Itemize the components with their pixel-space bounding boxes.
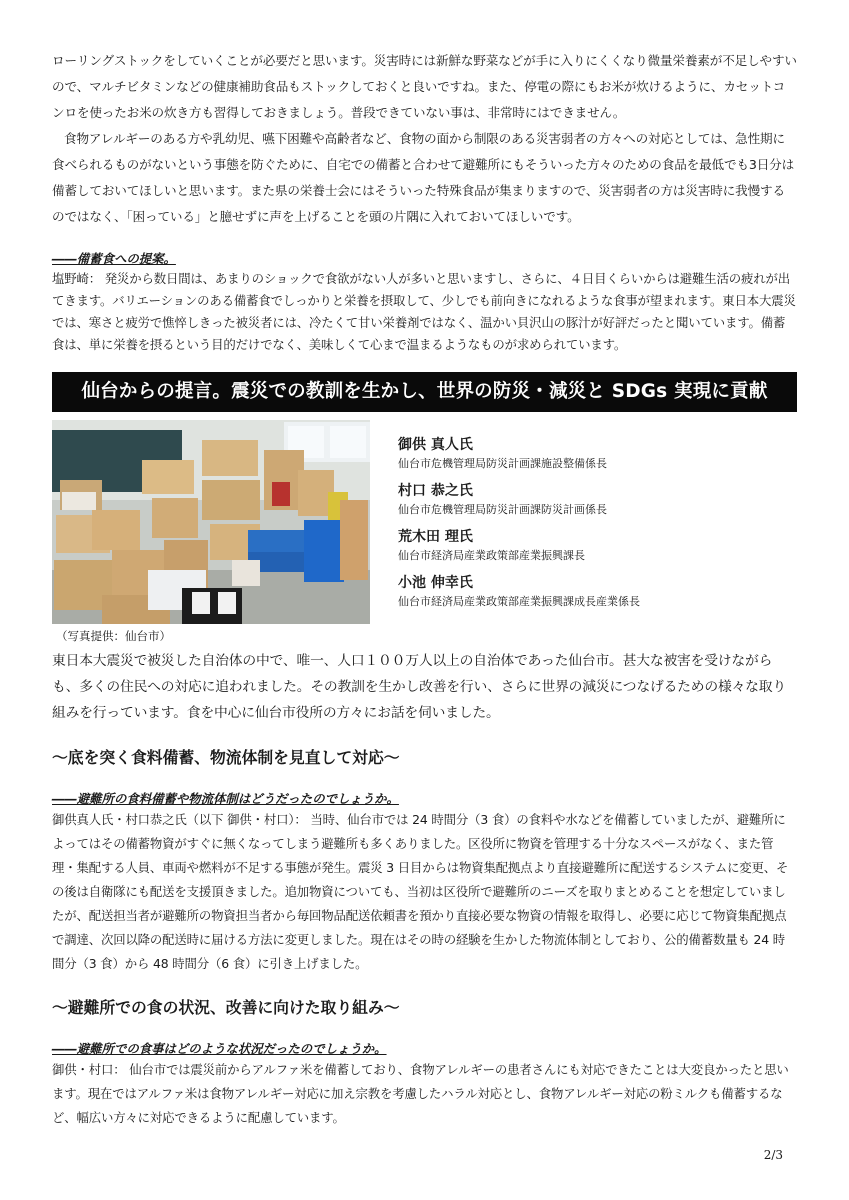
person-role: 仙台市経済局産業政策部産業振興課成長産業係長 <box>398 595 640 608</box>
section-banner: 仙台からの提言。震災での教訓を生かし、世界の防災・減災と SDGs 実現に貢献 <box>52 372 797 412</box>
person-name: 御供 真人氏 <box>398 437 473 453</box>
page-content <box>52 48 797 1130</box>
section-heading-shelter-food: ～避難所での食の状況、改善に向けた取り組み～ <box>52 998 400 1017</box>
page-number: 2/3 <box>763 1148 783 1162</box>
paragraph-vulnerable-people: 食物アレルギーのある方や乳幼児、嚥下困難や高齢者など、食物の面から制限のある災害弱者の方々への対応としては、急性期に食べられるものがないという事態を防ぐために、自宅での備蓄と合わせて避難所にもそういった方々のための食品を最低でも3日分は備蓄しておいてほしいと思います。また県の栄養士会にはそういった特殊食品が集まりますので、災害弱者の方は災害時に我慢するのではなく、「困っている」と臆せずに声を上げることを頭の片隅に入れておいてほしいです。 <box>52 131 795 224</box>
warehouse-photo <box>52 420 370 624</box>
answer-shelter-stockpile: 御供真人氏・村口恭之氏（以下 御供・村口）： 当時、仙台市では 24 時間分（3 食）の食料や水などを備蓄していましたが、避難所によってはその備蓄物資がすぐに無くなってしまう避難所も多くありました。区役所に物資を管理する十分なスペースがなく、また管理・集配する人員、車両や燃料が不足する事態が発生。震災 3 日目からは物資集配拠点より直接避難所に配送するシステムに変更、その後は自衛隊にも配送を支援頂きました。追加物資についても、当初は区役所で避難所のニーズを取りまとめることを想定していましたが、配送担当者が避難所の物資担当者から毎回物品配送依頼書を預かり直接必要な物資の情報を取得し、必要に応じて物資集配拠点で調達、次回以降の配送時に届ける方法に変更しました。現在はその時の経験を生かした物流体制としており、公的備蓄数量も 24 時間分（3 食）から 48 時間分（6 食）に引き上げました。 <box>52 812 789 971</box>
section-heading-stockpile: ～底を突く食料備蓄、物流体制を見直して対応～ <box>52 748 400 767</box>
photo-caption: （写真提供：仙台市） <box>56 629 171 643</box>
person-role: 仙台市経済局産業政策部産業振興課長 <box>398 549 585 562</box>
person-name: 村口 恭之氏 <box>398 483 473 499</box>
person-role: 仙台市危機管理局防災計画課防災計画係長 <box>398 503 607 516</box>
person-name: 小池 伸幸氏 <box>398 575 473 591</box>
answer-stockpile-proposal: 塩野崎： 発災から数日間は、あまりのショックで食欲がない人が多いと思いますし、さらに、４日目くらいからは避難生活の疲れが出てきます。バリエーションのある備蓄食でしっかりと栄養を摂取して、少しでも前向きになれるような食事が望まれます。東日本大震災では、寒さと疲労で憔悴しきった被災者には、冷たくて甘い栄養剤ではなく、温かい貝沢山の豚汁が好評だったと聞いています。備蓄食は、単に栄養を摂るという目的だけでなく、美味しくて心まで温まるようなものが求められています。 <box>52 271 796 352</box>
question-shelter-food: ――避難所での食事はどのような状況だったのでしょうか。 <box>52 1041 387 1056</box>
paragraph-rolling-stock: ローリングストックをしていくことが必要だと思います。災害時には新鮮な野菜などが手に入りにくくなり微量栄養素が不足しやすいので、マルチビタミンなどの健康補助食品もストックしておくと良いですね。また、停電の際にもお米が炊けるように、カセットコンロを使ったお米の炊き方も習得しておきましょう。普段できていない事は、非常時にはできません。 <box>52 53 797 120</box>
person-name: 荒木田 理氏 <box>398 529 473 545</box>
interviewee-list <box>398 434 798 618</box>
question-shelter-stockpile: ――避難所の食料備蓄や物流体制はどうだったのでしょうか。 <box>52 791 399 806</box>
question-stockpile-proposal: ――備蓄食への提案。 <box>52 251 176 266</box>
person-role: 仙台市危機管理局防災計画課施設整備係長 <box>398 457 607 470</box>
interviewee-profile <box>52 420 797 632</box>
answer-shelter-food: 御供・村口： 仙台市では震災前からアルファ米を備蓄しており、食物アレルギーの患者さんにも対応できたことは大変良かったと思います。現在ではアルファ米は食物アレルギー対応に加え宗教を考慮したハラル対応とし、食物アレルギー対応の粉ミルクも備蓄するなど、幅広い方々に対応できるように配慮しています。 <box>52 1062 789 1125</box>
intro-paragraph: 東日本大震災で被災した自治体の中で、唯一、人口１００万人以上の自治体であった仙台市。甚大な被害を受けながらも、多くの住民への対応に追われました。その教訓を生かし改善を行い、さらに世界の減災につなげるための様々な取り組みを行っています。食を中心に仙台市役所の方々にお話を伺いました。 <box>52 653 786 721</box>
